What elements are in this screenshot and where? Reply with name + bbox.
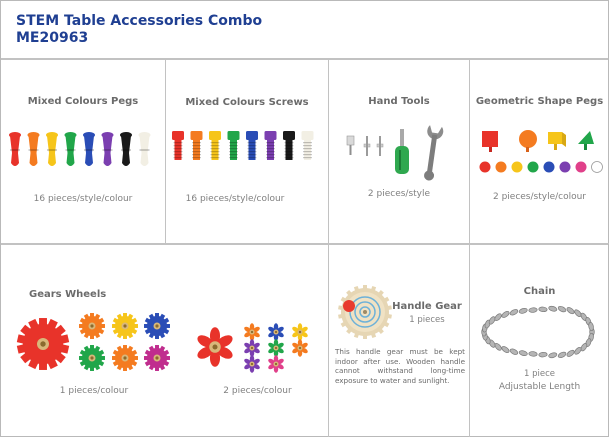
chain-link [566,306,575,315]
chain-link [529,351,538,356]
peg-icon [83,132,95,166]
cell-shapes [470,59,609,244]
screw-icon [172,131,184,160]
cell-title: Handle Gear [392,301,462,312]
gear-icon [144,345,170,371]
cell-chain [470,244,609,437]
product-code: ME20963 [16,30,89,46]
tools-illustration [344,124,459,184]
peg-icon [102,132,114,166]
cell-caption: 1 pieces/colour [59,386,129,396]
cell-gears [1,244,329,437]
gear-icon [195,327,234,367]
chain-link [573,346,582,355]
screw-icon [283,131,295,160]
peg-icon [9,132,21,166]
chain-link [501,310,510,319]
cell-title: Geometric Shape Pegs [475,96,604,107]
gear-icon [291,339,308,357]
chain-link [566,349,575,358]
gears-illustration [15,310,315,380]
peg-icon [65,132,77,166]
color-dot [528,162,539,173]
cell-caption-2: 2 pieces/colour [223,386,292,396]
color-dot [592,162,603,173]
screw-icon [228,131,240,160]
chain-link [539,352,548,357]
gear-icon [144,313,170,339]
peg-icon [46,132,58,166]
gear-icon [243,355,260,373]
screw-icon [191,131,203,160]
gear-icon [79,345,105,371]
color-dot [512,162,523,173]
gear-icon [243,323,260,341]
color-dot [560,162,571,173]
cell-caption: 16 pieces/style/colour [33,194,133,204]
cell-caption: Adjustable Length [498,382,581,392]
gear-icon [112,313,138,339]
cell-pegs [1,59,166,244]
chain-link [557,351,567,359]
cell-caption: 16 pieces/style/colour [185,194,285,204]
chain-link [529,307,538,312]
chain-link [501,345,510,354]
chain-link [509,308,519,316]
chain-link [519,307,528,314]
handle-note: This handle gear must be kept indoor after use. Wooden handle cannot withstand long-time exposure to water and sunlight. [335,347,465,385]
chain-link [519,350,528,357]
peg-icon [120,132,132,166]
cell-title: Mixed Colours Screws [185,97,309,108]
cell-caption: 2 pieces/style [367,189,431,199]
color-dots [478,160,603,174]
screw-icon [265,131,277,160]
screw-icon [302,131,314,160]
chain-count: 1 piece [524,369,555,379]
chain-link [509,348,519,356]
cell-tools [329,59,470,244]
color-dot [496,162,507,173]
cell-title: Chain [523,286,556,297]
cell-screws [166,59,329,244]
pegs-illustration [9,129,159,179]
cell-title: Hand Tools [368,96,430,107]
gear-icon [112,345,138,371]
handle-gear-illustration [335,282,393,340]
chain-link [588,322,594,331]
color-dot [576,162,587,173]
cell-caption: 2 pieces/style/colour [492,192,587,202]
gear-icon [267,355,284,373]
gear-icon [243,339,260,357]
gear-icon [291,323,308,341]
screws-illustration [170,131,325,181]
color-dot [544,162,555,173]
peg-icon [139,132,151,166]
chain-link [548,305,557,312]
cell-handle-gear [329,244,470,437]
screw-icon [209,131,221,160]
gear-icon [17,318,69,370]
chain-illustration [480,302,600,362]
screw-icon [246,131,258,160]
gear-icon [267,323,284,341]
chain-link [548,352,557,359]
cell-title: Gears Wheels [29,289,107,300]
gear-icon [267,339,284,357]
page-title [16,13,262,47]
gear-icon [79,313,105,339]
handle-count: 1 pieces [409,315,445,325]
peg-icon [28,132,40,166]
cell-title: Mixed Colours Pegs [27,96,139,107]
chain-link [494,313,503,322]
color-dot [480,162,491,173]
chain-link [539,307,548,312]
product-name: STEM Table Accessories Combo [16,13,263,29]
chain-link [557,305,567,313]
